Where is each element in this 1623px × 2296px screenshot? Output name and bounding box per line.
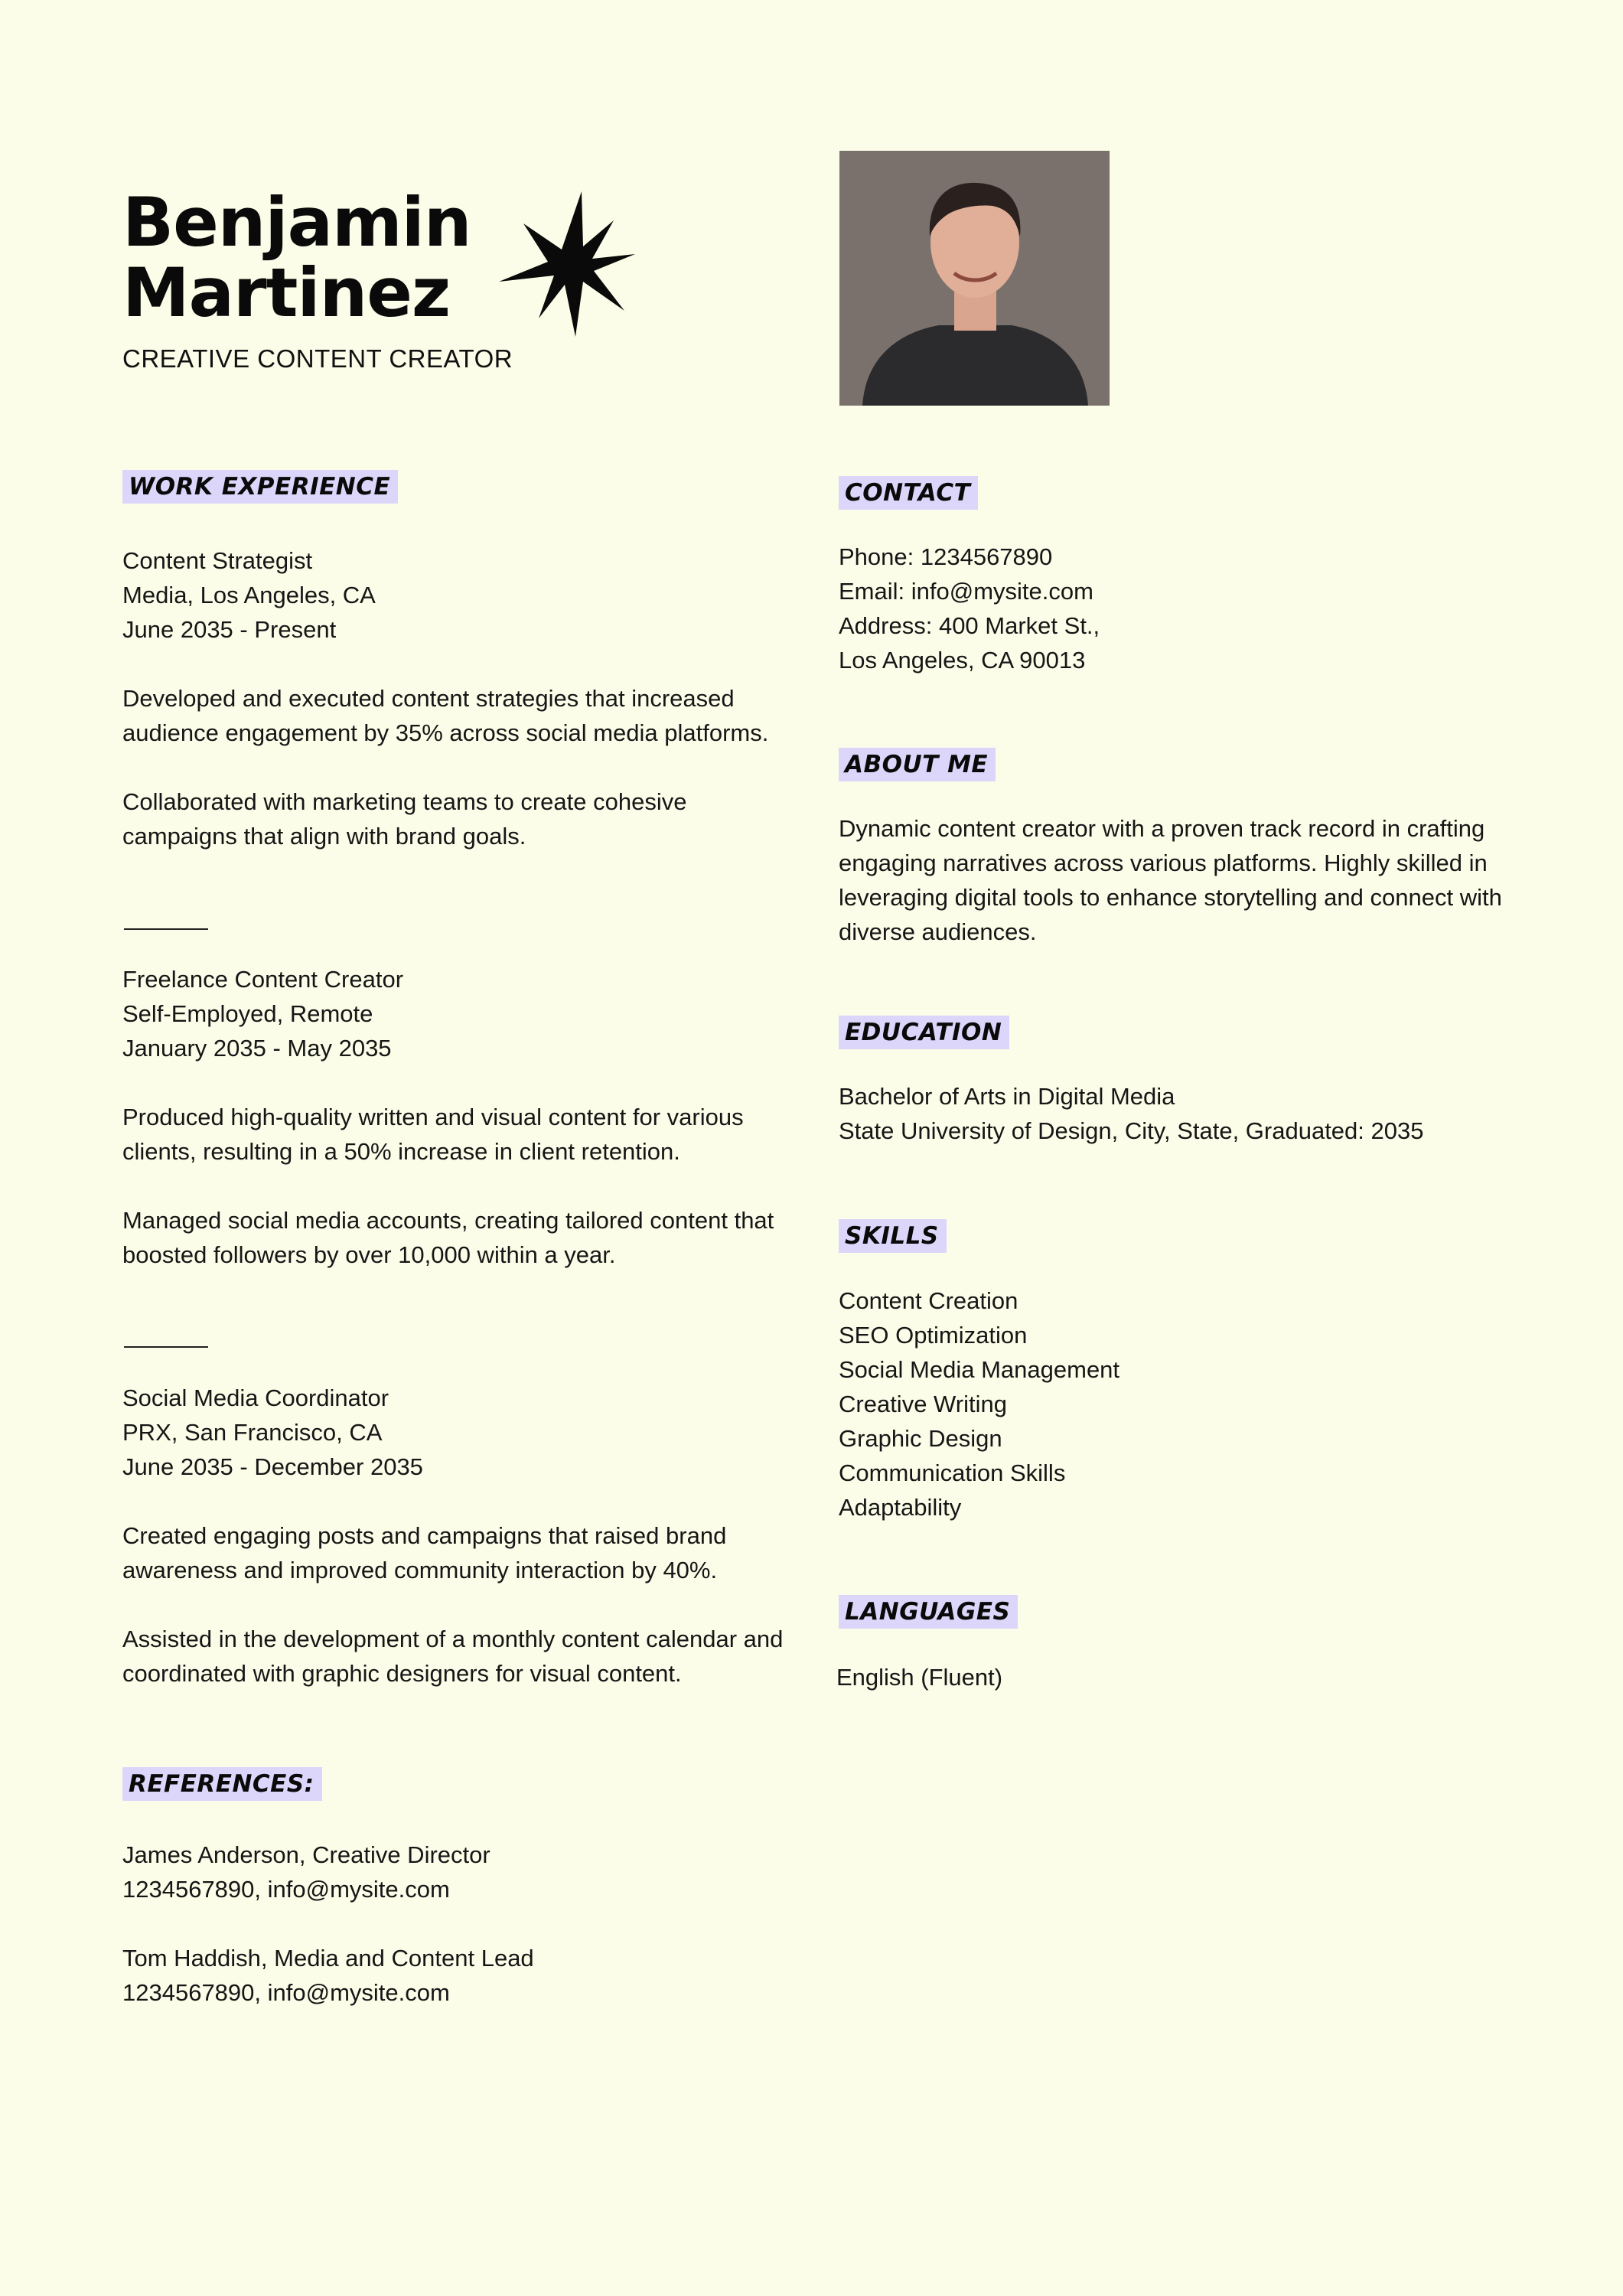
job-company: PRX, San Francisco, CA (122, 1419, 383, 1446)
last-name: Martinez (122, 253, 451, 332)
contact-email: Email: info@mysite.com (839, 578, 1093, 605)
work-experience-section (122, 470, 796, 504)
job-bullet: Developed and executed content strategies that increased audience engagement by 35% across social media platforms. (122, 685, 769, 746)
job-3 (122, 1381, 796, 1691)
skill-item: Creative Writing (839, 1391, 1007, 1417)
job-title: Content Strategist (122, 547, 313, 574)
education-school: State University of Design, City, State, Graduated: 2035 (839, 1117, 1424, 1144)
first-name: Benjamin (122, 183, 471, 262)
contact-address-line1: Address: 400 Market St., (839, 612, 1100, 639)
education-details (839, 1079, 1543, 1148)
job-company: Self-Employed, Remote (122, 1000, 373, 1027)
job-dates: June 2035 - Present (122, 616, 337, 643)
contact-heading: CONTACT (839, 476, 978, 510)
skill-item: Social Media Management (839, 1356, 1120, 1383)
references-list (122, 1838, 796, 2010)
divider (124, 1346, 208, 1348)
education-section (839, 1016, 1543, 1049)
education-heading: EDUCATION (839, 1016, 1009, 1049)
languages-list (836, 1660, 1540, 1694)
divider (124, 928, 208, 930)
references-section (122, 1767, 796, 1801)
contact-phone: Phone: 1234567890 (839, 543, 1053, 570)
work-experience-heading: WORK EXPERIENCE (122, 470, 398, 504)
job-1 (122, 543, 796, 853)
skill-item: Content Creation (839, 1287, 1018, 1314)
contact-details (839, 540, 1543, 677)
job-title: Social Media Coordinator (122, 1384, 389, 1411)
skill-item: Graphic Design (839, 1425, 1002, 1452)
languages-heading: LANGUAGES (839, 1595, 1018, 1629)
job-bullet: Collaborated with marketing teams to create cohesive campaigns that align with brand goals. (122, 788, 687, 850)
reference-contact: 1234567890, info@mysite.com (122, 1979, 450, 2006)
candidate-name (122, 183, 471, 332)
job-bullet: Produced high-quality written and visual content for various clients, resulting in a 50% increase in client retention. (122, 1104, 744, 1165)
job-title: Freelance Content Creator (122, 966, 404, 993)
reference-name: Tom Haddish, Media and Content Lead (122, 1945, 534, 1971)
education-degree: Bachelor of Arts in Digital Media (839, 1083, 1175, 1110)
skill-item: Adaptability (839, 1494, 962, 1521)
references-heading: REFERENCES: (122, 1767, 322, 1801)
job-bullet: Assisted in the development of a monthly content calendar and coordinated with graphic designers for visual content. (122, 1626, 784, 1687)
skills-section (839, 1219, 1543, 1253)
language-item: English (Fluent) (836, 1664, 1003, 1691)
person-silhouette-icon (839, 151, 1110, 406)
skill-item: Communication Skills (839, 1459, 1066, 1486)
job-bullet: Created engaging posts and campaigns that raised brand awareness and improved community interaction by 40%. (122, 1522, 727, 1583)
profile-photo (839, 151, 1110, 406)
reference-name: James Anderson, Creative Director (122, 1841, 490, 1868)
contact-address-line2: Los Angeles, CA 90013 (839, 647, 1086, 673)
job-2 (122, 962, 796, 1272)
skill-item: SEO Optimization (839, 1322, 1028, 1349)
skills-list (839, 1283, 1543, 1525)
skills-heading: SKILLS (839, 1219, 947, 1253)
languages-section (839, 1595, 1543, 1629)
job-bullet: Managed social media accounts, creating tailored content that boosted followers by over 10,000 within a year. (122, 1207, 774, 1268)
about-heading: ABOUT ME (839, 748, 996, 781)
job-role: CREATIVE CONTENT CREATOR (122, 344, 513, 373)
about-text (839, 811, 1504, 949)
job-dates: January 2035 - May 2035 (122, 1035, 392, 1062)
reference-contact: 1234567890, info@mysite.com (122, 1876, 450, 1903)
about-paragraph: Dynamic content creator with a proven track record in crafting engaging narratives across various platforms. Highly skilled in leveraging digital tools to enhance storytelling and connect with diverse audiences. (839, 815, 1502, 945)
starburst-icon (499, 191, 637, 337)
job-company: Media, Los Angeles, CA (122, 582, 376, 608)
about-section (839, 748, 1543, 781)
contact-section (839, 476, 1543, 510)
job-dates: June 2035 - December 2035 (122, 1453, 423, 1480)
